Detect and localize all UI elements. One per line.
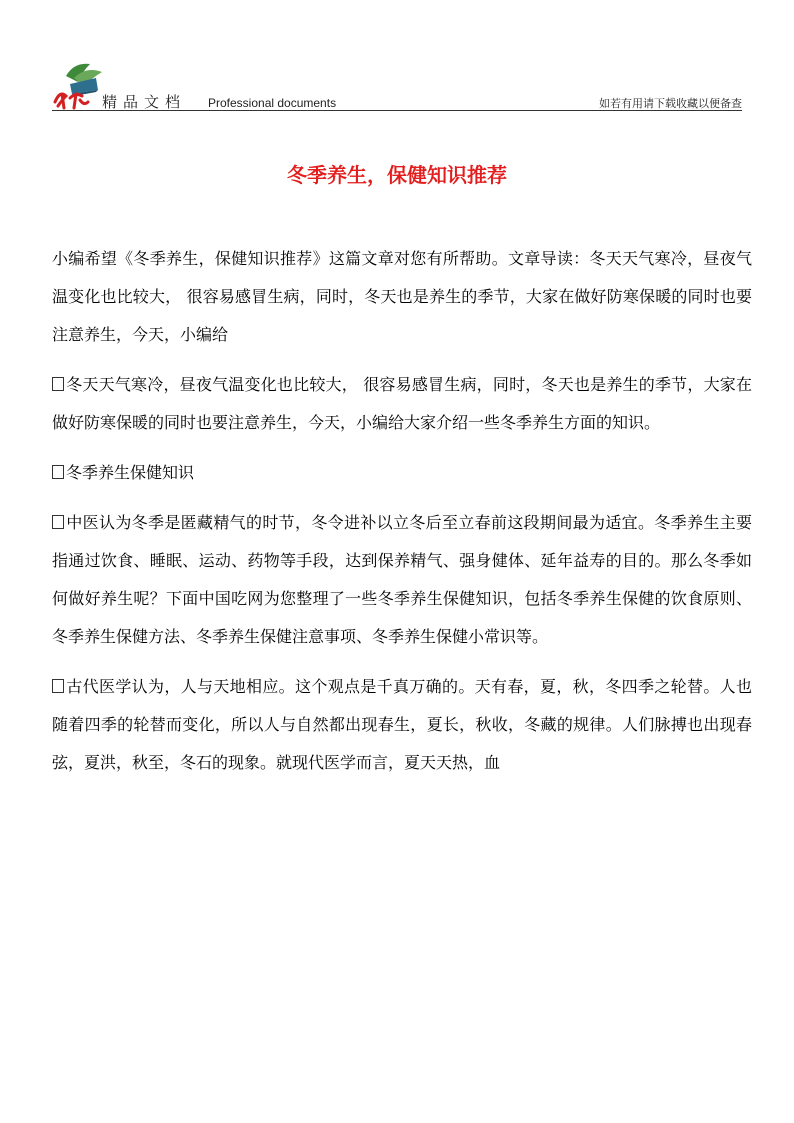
brand-name: 精品文档: [102, 93, 187, 111]
section-heading-text: 冬季养生保健知识: [66, 463, 195, 482]
paragraph: [52, 504, 752, 656]
section-heading: [52, 454, 752, 492]
paragraph-text: 小编希望《冬季养生，保健知识推荐》这篇文章对您有所帮助。文章导读：冬天天气寒冷，昼夜气温变化也比较大， 很容易感冒生病，同时，冬天也是养生的季节，大家在做好防寒保暖的同时也要注意养生，今天，小编给: [52, 249, 752, 344]
page-header: [52, 58, 742, 114]
book-quill-logo-icon: [52, 58, 106, 110]
paragraph-text: 古代医学认为，人与天地相应。这个观点是千真万确的。天有春，夏，秋，冬四季之轮替。人也随着四季的轮替而变化，所以人与自然都出现春生，夏长，秋收，冬藏的规律。人们脉搏也出现春弦，夏洪，秋至，冬石的现象。就现代医学而言，夏天天热，血: [52, 677, 752, 772]
header-divider: [52, 110, 742, 111]
missing-glyph-box-icon: [52, 377, 64, 391]
missing-glyph-box-icon: [52, 515, 64, 529]
header-note: 如若有用请下载收藏以便备查: [599, 97, 742, 110]
missing-glyph-box-icon: [52, 465, 64, 479]
paragraph: [52, 366, 752, 442]
paragraph-intro: [52, 240, 752, 354]
paragraph-text: 冬天天气寒冷，昼夜气温变化也比较大， 很容易感冒生病，同时，冬天也是养生的季节，大家在做好防寒保暖的同时也要注意养生，今天，小编给大家介绍一些冬季养生方面的知识。: [52, 375, 752, 432]
missing-glyph-box-icon: [52, 679, 64, 693]
document-title: 冬季养生，保健知识推荐: [287, 163, 507, 187]
brand-subtitle: Professional documents: [208, 96, 337, 110]
paragraph-text: 中医认为冬季是匿藏精气的时节，冬令进补以立冬后至立春前这段期间最为适宜。冬季养生主要指通过饮食、睡眠、运动、药物等手段，达到保养精气、强身健体、延年益寿的目的。那么冬季如何做好养生呢？下面中国吃网为您整理了一些冬季养生保健知识，包括冬季养生保健的饮食原则、冬季养生保健方法、冬季养生保健注意事项、冬季养生保健小常识等。: [52, 513, 752, 646]
paragraph: [52, 668, 752, 782]
document-body: [52, 240, 752, 794]
